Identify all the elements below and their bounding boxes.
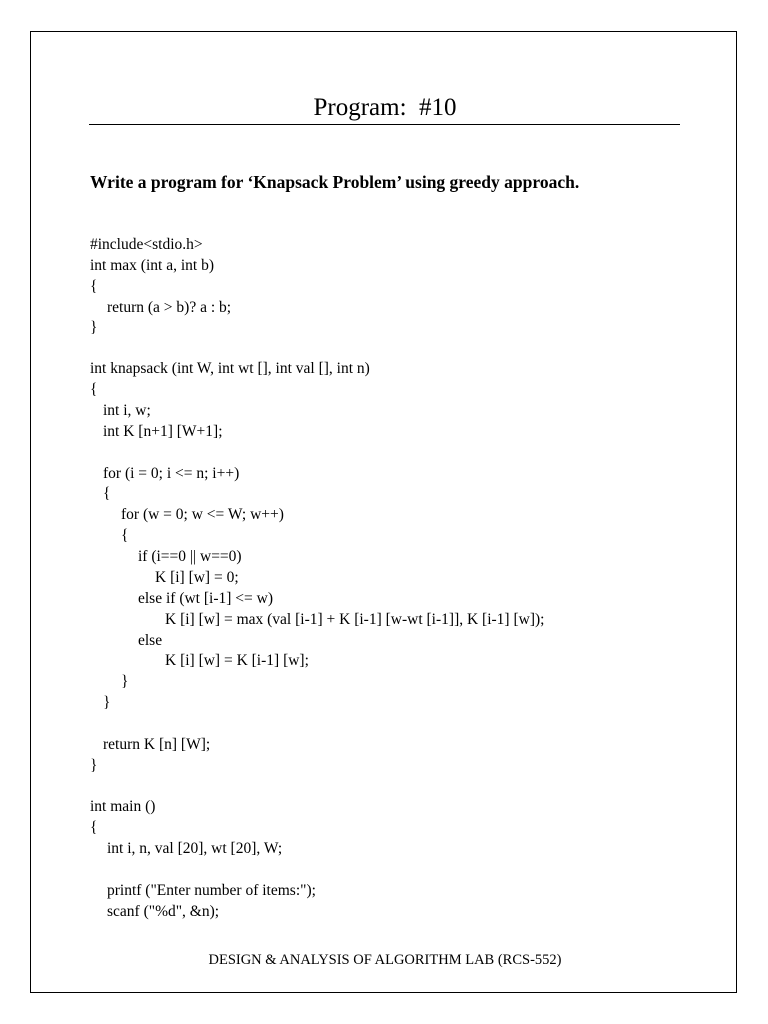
code-line: int i, n, val [20], wt [20], W; <box>107 840 283 857</box>
code-line: { <box>90 381 98 398</box>
code-line: else if (wt [i-1] <= w) <box>138 590 273 607</box>
code-line: { <box>90 819 98 836</box>
code-line: K [i] [w] = max (val [i-1] + K [i-1] [w-wt [i-1]], K [i-1] [w]); <box>165 611 545 628</box>
code-line: printf ("Enter number of items:"); <box>107 882 316 899</box>
code-line: } <box>90 757 98 774</box>
code-line: if (i==0 || w==0) <box>138 548 242 565</box>
code-line: int knapsack (int W, int wt [], int val [], int n) <box>90 360 370 377</box>
title-underline <box>89 124 680 125</box>
code-line: #include<stdio.h> <box>90 236 203 253</box>
page-footer: DESIGN & ANALYSIS OF ALGORITHM LAB (RCS-552) <box>208 952 562 968</box>
code-line: for (i = 0; i <= n; i++) <box>103 465 240 482</box>
code-line: int K [n+1] [W+1]; <box>103 423 223 440</box>
code-line: else <box>138 632 163 649</box>
code-line: scanf ("%d", &n); <box>107 903 220 920</box>
code-line: } <box>90 319 98 336</box>
code-line: K [i] [w] = 0; <box>155 569 239 586</box>
code-line: for (w = 0; w <= W; w++) <box>121 506 284 523</box>
code-line: int main () <box>90 798 156 815</box>
code-line: K [i] [w] = K [i-1] [w]; <box>165 652 309 669</box>
code-line: int i, w; <box>103 402 151 419</box>
code-line: return K [n] [W]; <box>103 736 211 753</box>
code-line: int max (int a, int b) <box>90 257 214 274</box>
code-line: return (a > b)? a : b; <box>107 299 232 316</box>
code-line: { <box>103 485 111 502</box>
code-line: } <box>121 673 129 690</box>
question-text: Write a program for ‘Knapsack Problem’ using greedy approach. <box>90 172 580 192</box>
code-line: { <box>121 527 129 544</box>
program-title: Program: #10 <box>313 94 457 121</box>
code-line: { <box>90 278 98 295</box>
code-line: } <box>103 694 111 711</box>
